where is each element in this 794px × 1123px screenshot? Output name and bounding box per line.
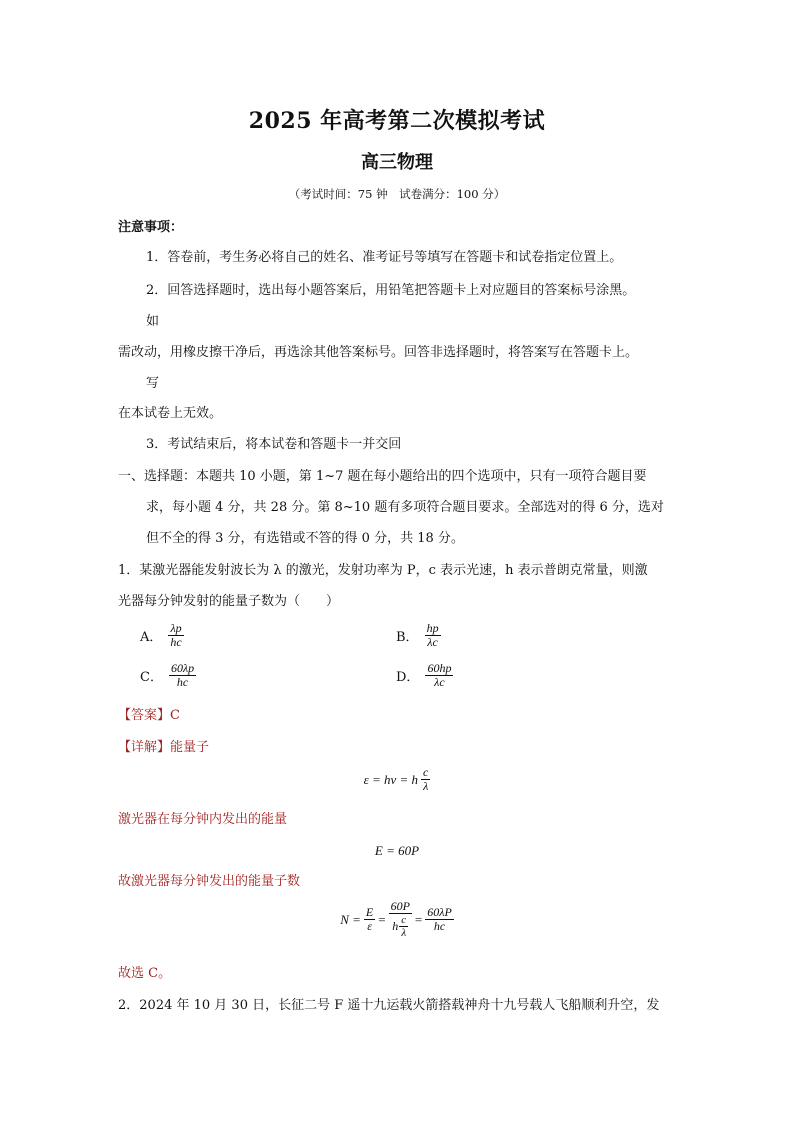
eq3-fraction-1 bbox=[364, 906, 375, 933]
page-title: 2025 年高考第二次模拟考试 bbox=[248, 108, 546, 134]
option-label: B． bbox=[396, 630, 419, 645]
q1-eq2: E = 60P bbox=[374, 843, 420, 858]
fraction-numerator: c bbox=[401, 914, 407, 926]
fraction-denominator: λ bbox=[401, 927, 407, 939]
option-label: D． bbox=[396, 670, 420, 685]
notice-item-2: 2．回答选择题时，选出每小题答案后，用铅笔把答题卡上对应题目的答案标号涂黑。 bbox=[146, 283, 636, 298]
q1-option-b bbox=[396, 622, 441, 649]
fraction-denominator: hc bbox=[176, 675, 189, 689]
fraction-numerator: 60λP bbox=[427, 905, 452, 919]
q1-stem-line1: 1．某激光器能发射波长为 λ 的激光，发射功率为 P，c 表示光速，h 表示普朗克常量，则激 bbox=[118, 563, 648, 578]
fraction-numerator: c bbox=[423, 765, 429, 779]
notice-item-2-end: 在本试卷上无效。 bbox=[118, 406, 223, 421]
section1-line2: 求，每小题 4 分，共 28 分。第 8~10 题有多项符合题目要求。全部选对的得 6 分，选对 bbox=[146, 500, 664, 515]
equals-sign: = bbox=[378, 911, 386, 927]
notice-heading: 注意事项： bbox=[118, 220, 184, 235]
fraction-numerator: E bbox=[365, 905, 374, 919]
notice-item-2-cont: 需改动，用橡皮擦干净后，再选涂其他答案标号。回答非选择题时，将答案写在答题卡上。 bbox=[118, 345, 639, 360]
q1-conclusion: 故选 C。 bbox=[118, 966, 172, 981]
detail-text: 能量子 bbox=[170, 740, 210, 755]
fraction-numerator: 60hp bbox=[427, 661, 452, 675]
eq1-fraction bbox=[421, 766, 430, 793]
exam-meta: （考试时间：75 钟 试卷满分：100 分） bbox=[288, 187, 506, 201]
q1-stem-line2: 光器每分钟发射的能量子数为（ ） bbox=[118, 594, 340, 609]
q2-stem-line1: 2．2024 年 10 月 30 日，长征二号 F 遥十九运载火箭搭载神舟十九号载人飞船顺利升空，发 bbox=[118, 998, 660, 1013]
q1-eq1 bbox=[0, 766, 794, 793]
eq3-fraction-3 bbox=[425, 906, 454, 933]
fraction-numerator: λp bbox=[170, 621, 182, 635]
notice-item-1: 1．答卷前，考生务必将自己的姓名、准考证号等填写在答题卡和试卷指定位置上。 bbox=[146, 250, 623, 265]
q1-eq3 bbox=[0, 900, 794, 939]
eq1-lhs: ε = hν = h bbox=[363, 771, 419, 787]
q1-text2: 激光器在每分钟内发出的能量 bbox=[118, 812, 288, 827]
fraction-numerator: hp bbox=[426, 621, 439, 635]
option-fraction bbox=[425, 622, 441, 649]
q1-answer: 【答案】C bbox=[118, 708, 180, 723]
q1-option-a bbox=[140, 622, 184, 649]
fraction-denominator: λ bbox=[423, 779, 429, 793]
fraction-denominator: hc bbox=[170, 635, 182, 649]
fraction-numerator: 60P bbox=[390, 899, 410, 913]
eq3-fraction-2 bbox=[389, 900, 412, 939]
notice-item-2-wrap: 如 bbox=[146, 314, 160, 329]
notice-item-3: 3．考试结束后，将本试卷和答题卡一并交回 bbox=[146, 437, 402, 452]
q1-option-c bbox=[140, 662, 196, 689]
page-subtitle: 高三物理 bbox=[361, 152, 433, 173]
option-fraction bbox=[169, 662, 196, 689]
fraction-denominator: hc bbox=[433, 919, 446, 933]
section1-line3: 但不全的得 3 分，有选错或不答的得 0 分，共 18 分。 bbox=[146, 531, 464, 546]
fraction-denominator: λc bbox=[427, 635, 438, 649]
fraction-denominator: ε bbox=[367, 919, 372, 933]
fraction-denominator-compound bbox=[390, 914, 410, 939]
fraction-denominator: λc bbox=[434, 675, 445, 689]
notice-item-2-wrap2: 写 bbox=[146, 376, 160, 391]
q1-text3: 故激光器每分钟发出的能量子数 bbox=[118, 874, 301, 889]
option-fraction bbox=[168, 622, 183, 649]
eq3-lhs: N = bbox=[340, 911, 361, 927]
detail-tag: 【详解】 bbox=[118, 740, 171, 755]
nested-fraction bbox=[399, 914, 408, 939]
option-fraction bbox=[425, 662, 453, 689]
option-label: C． bbox=[140, 670, 163, 685]
option-label: A． bbox=[140, 630, 163, 645]
q1-option-d bbox=[396, 662, 453, 689]
q1-detail-heading bbox=[118, 740, 209, 756]
den-h: h bbox=[392, 919, 399, 933]
fraction-numerator: 60λp bbox=[170, 661, 195, 675]
equals-sign: = bbox=[414, 911, 423, 927]
section1-line1: 一、选择题：本题共 10 小题，第 1~7 题在每小题给出的四个选项中，只有一项符合题目要 bbox=[118, 469, 647, 484]
